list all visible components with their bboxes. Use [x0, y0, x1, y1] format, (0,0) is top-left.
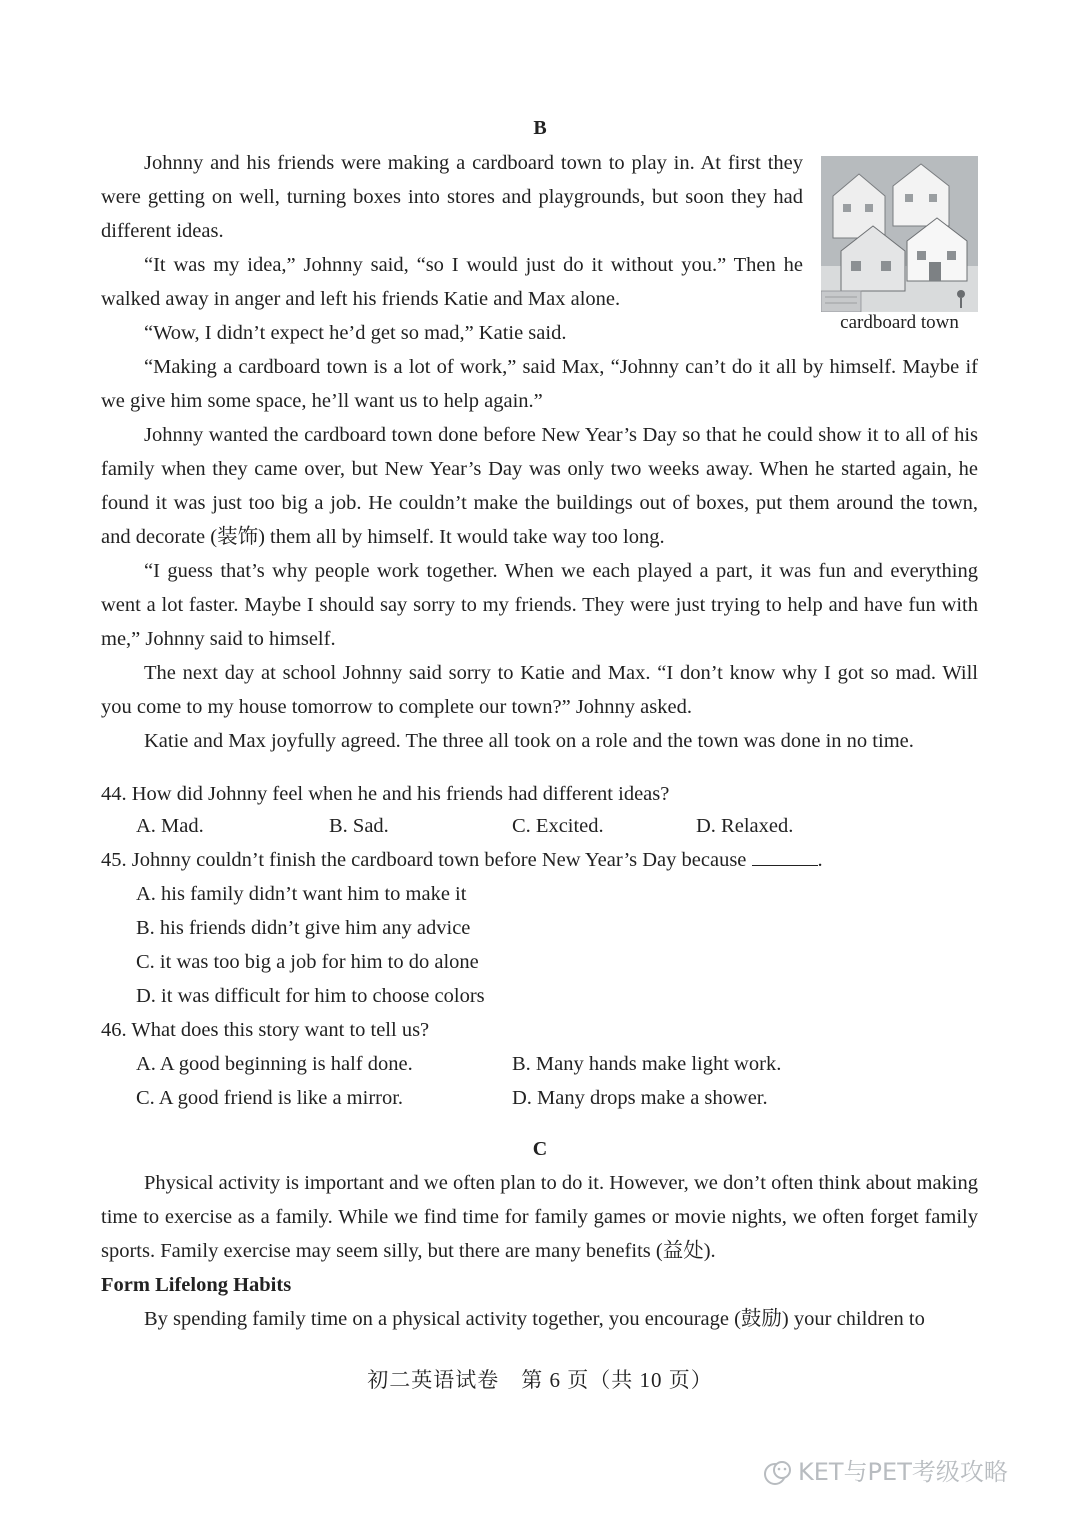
paragraph-b8: Katie and Max joyfully agreed. The three all took on a role and the town was done in no time.: [144, 730, 914, 752]
question-45-option-a: A. his family didn’t want him to make it: [136, 883, 467, 905]
question-45-option-b: B. his friends didn’t give him any advice: [136, 917, 471, 939]
figure-caption: cardboard town: [840, 312, 959, 333]
question-45-stem-line: [101, 843, 823, 877]
question-45-stem: 45. Johnny couldn’t finish the cardboard town before New Year’s Day because: [101, 849, 747, 871]
page-footer: 初二英语试卷 第 6 页（共 10 页）: [367, 1368, 713, 1392]
question-46-option-b: B. Many hands make light work.: [512, 1053, 782, 1075]
question-46-option-a: A. A good beginning is half done.: [136, 1053, 413, 1075]
question-44-stem: 44. How did Johnny feel when he and his friends had different ideas?: [101, 783, 670, 805]
section-c-title: C: [532, 1138, 548, 1160]
watermark-text: KET与PET考级攻略: [798, 1458, 1008, 1486]
question-44-option-d: D. Relaxed.: [696, 815, 794, 837]
section-b-title: B: [533, 117, 547, 139]
watermark: [762, 1452, 1008, 1488]
question-45-option-d: D. it was difficult for him to choose colors: [136, 985, 485, 1007]
question-44-option-a: A. Mad.: [136, 815, 204, 837]
cardboard-houses-illustration: [821, 156, 978, 312]
section-c-subheading: Form Lifelong Habits: [101, 1274, 292, 1296]
paragraph-b2: “It was my idea,” Johnny said, “so I would just do it without you.” Then he walked away in anger and left his friends Katie and Max alone.: [101, 254, 803, 310]
paragraph-b7: The next day at school Johnny said sorry to Katie and Max. “I don’t know why I got so mad. Will you come to my house tomorrow to complete our town?” Johnny asked.: [101, 662, 978, 718]
question-45-option-c: C. it was too big a job for him to do alone: [136, 951, 479, 973]
paragraph-c1: Physical activity is important and we often plan to do it. However, we don’t often think about making time to exercise as a family. While we find time for family games or movie nights, we often forget family sports. Family exercise may seem silly, but there are many benefits (益处).: [101, 1172, 978, 1262]
paragraph-b6: “I guess that’s why people work together. When we each played a part, it was fun and everything went a lot faster. Maybe I should say sorry to my friends. They were just trying to help and have fun with me,” Johnny said to himself.: [101, 560, 978, 650]
paragraph-b4: “Making a cardboard town is a lot of work,” said Max, “Johnny can’t do it all by himself. Maybe if we give him some space, he’ll want us to help again.”: [101, 356, 978, 412]
paragraph-b5: Johnny wanted the cardboard town done before New Year’s Day so that he could show it to all of his family when they came over, but New Year’s Day was only two weeks away. When he started again, he found it was just too big a job. He couldn’t make the buildings out of boxes, put them around the town, and decorate (装饰) them all by himself. It would take way too long.: [101, 424, 978, 548]
question-45-stem-end: .: [817, 849, 823, 871]
question-44-option-b: B. Sad.: [329, 815, 389, 837]
wechat-icon: [762, 1458, 792, 1488]
paragraph-c2: By spending family time on a physical activity together, you encourage (鼓励) your children to: [144, 1308, 925, 1330]
question-44-option-c: C. Excited.: [512, 815, 604, 837]
paragraph-b3: “Wow, I didn’t expect he’d get so mad,” Katie said.: [144, 322, 567, 344]
paragraph-b1: Johnny and his friends were making a cardboard town to play in. At first they were getting on well, turning boxes into stores and playgrounds, but soon they had different ideas.: [101, 152, 803, 242]
answer-blank: [752, 847, 818, 866]
question-46-stem: 46. What does this story want to tell us?: [101, 1019, 430, 1041]
question-46-option-d: D. Many drops make a shower.: [512, 1087, 768, 1109]
question-46-option-c: C. A good friend is like a mirror.: [136, 1087, 404, 1109]
cardboard-town-photo: [821, 156, 978, 312]
